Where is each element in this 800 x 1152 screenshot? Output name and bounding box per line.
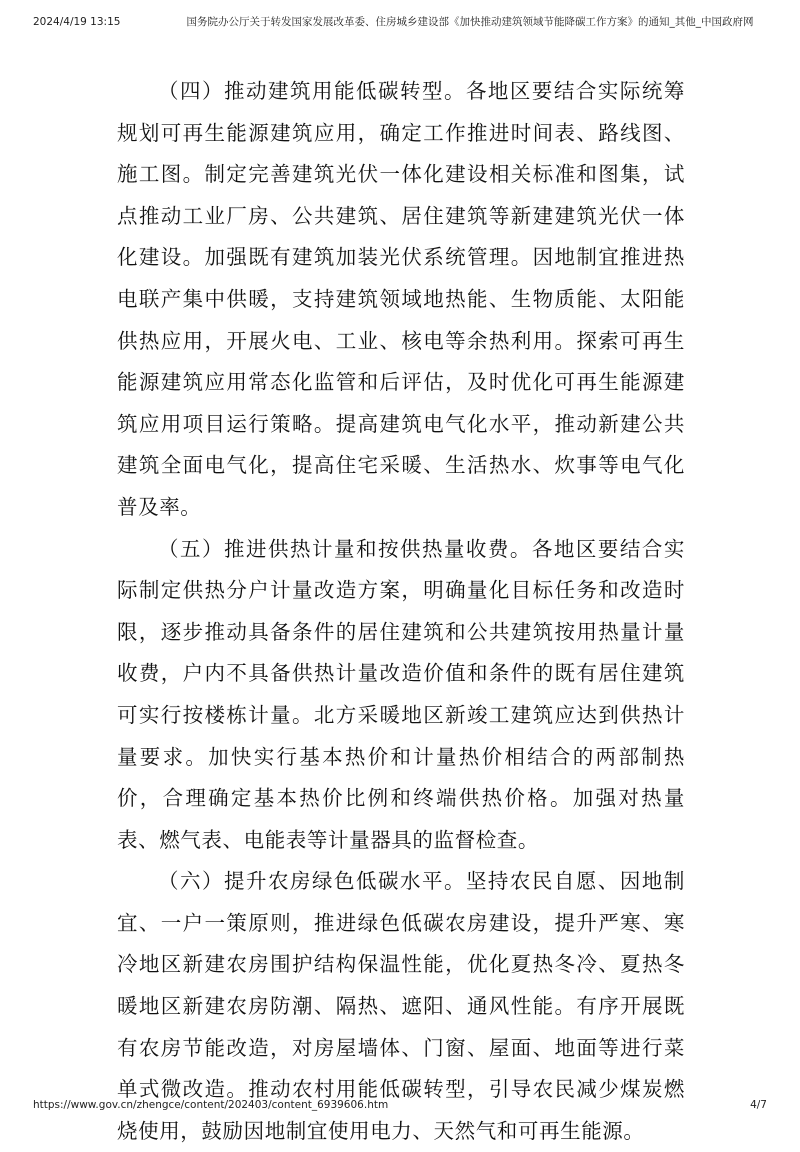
paragraph-section-4 xyxy=(117,71,685,529)
section-body: 各地区要结合实际统筹规划可再生能源建筑应用，确定工作推进时间表、路线图、施工图。制定完善建筑光伏一体化建设相关标准和图集，试点推动工业厂房、公共建筑、居住建筑等新建建筑光伏一体化建设。加强既有建筑加装光伏系统管理。因地制宜推进热电联产集中供暖，支持建筑领域地热能、生物质能、太阳能供热应用，开展火电、工业、核电等余热利用。探索可再生能源建筑应用常态化监管和后评估，及时优化可再生能源建筑应用项目运行策略。提高建筑电气化水平，推动新建公共建筑全面电气化，提高住宅采暖、生活热水、炊事等电气化普及率。 xyxy=(117,79,685,519)
print-url: https://www.gov.cn/zhengce/content/202403/content_6939606.htm xyxy=(33,1099,389,1111)
section-heading: （六）提升农房绿色低碳水平。 xyxy=(158,869,466,894)
paragraph-section-5 xyxy=(117,529,685,862)
print-footer xyxy=(33,1097,767,1113)
section-body: 坚持农民自愿、因地制宜、一户一策原则，推进绿色低碳农房建设，提升严寒、寒冷地区新建农房围护结构保温性能，优化夏热冬冷、夏热冬暖地区新建农房防潮、隔热、遮阳、通风性能。有序开展既有农房节能改造，对房屋墙体、门窗、屋面、地面等进行菜单式微改造。推动农村用能低碳转型，引导农民减少煤炭燃烧使用，鼓励因地制宜使用电力、天然气和可再生能源。 xyxy=(117,869,685,1143)
section-heading: （五）推进供热计量和按供热量收费。 xyxy=(158,536,532,561)
print-header xyxy=(33,14,767,30)
section-body: 各地区要结合实际制定供热分户计量改造方案，明确量化目标任务和改造时限，逐步推动具备条件的居住建筑和公共建筑按用热量计量收费，户内不具备供热计量改造价值和条件的既有居住建筑可实行按楼栋计量。北方采暖地区新竣工建筑应达到供热计量要求。加快实行基本热价和计量热价相结合的两部制热价，合理确定基本热价比例和终端供热价格。加强对热量表、燃气表、电能表等计量器具的监督检查。 xyxy=(117,536,685,852)
document-body xyxy=(117,71,685,1152)
page-number: 4/7 xyxy=(750,1099,767,1111)
print-page-title: 国务院办公厅关于转发国家发展改革委、住房城乡建设部《加快推动建筑领域节能降碳工作方案》的通知_其他_中国政府网 xyxy=(186,16,754,28)
section-heading: （四）推动建筑用能低碳转型。 xyxy=(158,79,466,103)
print-datetime: 2024/4/19 13:15 xyxy=(33,16,121,28)
